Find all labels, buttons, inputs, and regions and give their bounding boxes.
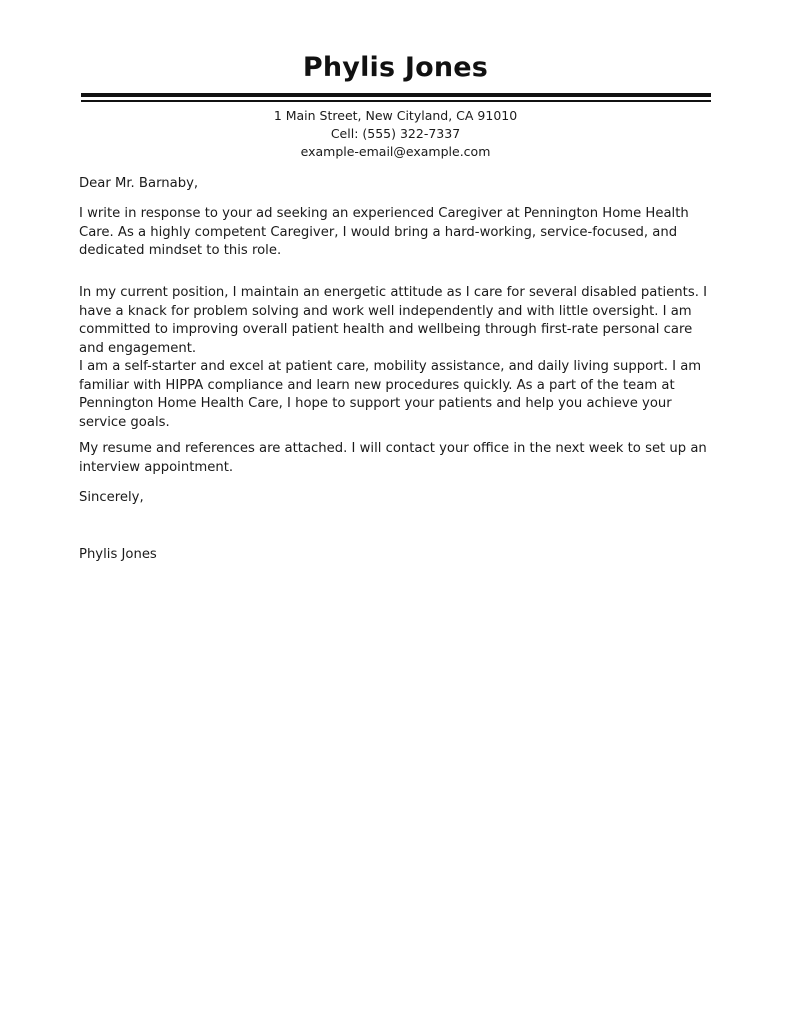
closing: Sincerely, [79,490,144,505]
header-rule-thick [81,93,711,97]
applicant-name: Phylis Jones [302,52,489,83]
contact-phone: Cell: (555) 322-7337 [330,126,461,141]
signature-name: Phylis Jones [79,547,157,562]
header-rule-thin [81,100,711,102]
paragraph-intro: I write in response to your ad seeking an experienced Caregiver at Pennington Home Health Care. As a highly competent Caregiver, I would bring a hard-working, service-focused, and dedicated mindset to this role. [79,206,689,259]
contact-address: 1 Main Street, New Cityland, CA 91010 [273,108,518,123]
paragraph-current-position: In my current position, I maintain an energetic attitude as I care for several disabled patients. I have a knack for problem solving and work well independently and with little oversight. I am committed to improving overall patient health and wellbeing through first-rate personal care and engagement. [79,285,707,356]
salutation: Dear Mr. Barnaby, [79,176,199,191]
contact-email: example-email@example.com [300,144,491,159]
paragraph-skills: I am a self-starter and excel at patient care, mobility assistance, and daily living support. I am familiar with HIPPA compliance and learn new procedures quickly. As a part of the team at Pennington Home Health Care, I hope to support your patients and help you achieve your service goals. [79,359,702,430]
paragraph-closing-request: My resume and references are attached. I will contact your office in the next week to set up an interview appointment. [79,441,707,475]
